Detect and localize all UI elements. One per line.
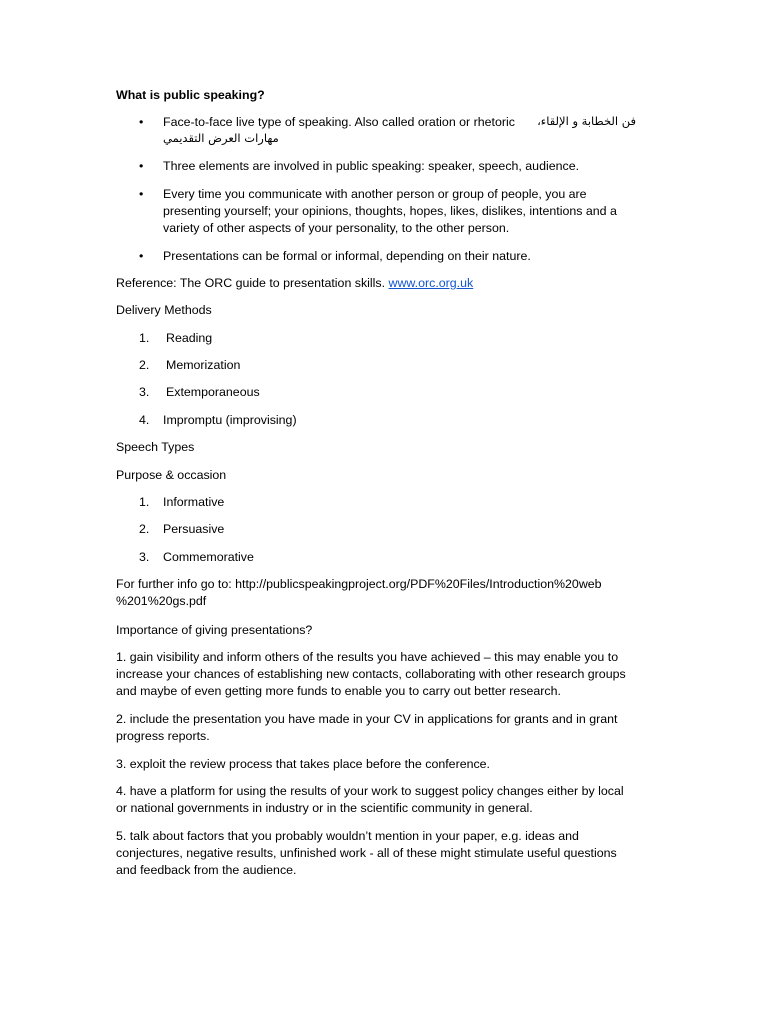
list-number: 3. <box>139 550 150 564</box>
paragraph-line: progress reports. <box>116 729 210 743</box>
list-item: Persuasive <box>163 522 225 536</box>
list-number: 1. <box>139 331 150 345</box>
bullet-text: presenting yourself; your opinions, thoughts, hopes, likes, dislikes, intentions and a <box>163 204 617 218</box>
paragraph-line: and maybe of even getting more funds to enable you to carry out better research. <box>116 684 561 698</box>
reference-text: Reference: The ORC guide to presentation skills. <box>116 276 386 290</box>
bullet-text: Presentations can be formal or informal, depending on their nature. <box>163 249 531 263</box>
paragraph-line: 1. gain visibility and inform others of the results you have achieved – this may enable you to <box>116 650 619 664</box>
list-number: 3. <box>139 385 150 399</box>
list-number: 1. <box>139 495 150 509</box>
arabic-text: مهارات العرض التقديمي <box>163 131 279 145</box>
paragraph-line: 2. include the presentation you have made in your CV in applications for grants and in grant <box>116 712 618 726</box>
list-number: 2. <box>139 522 150 536</box>
delivery-methods-title: Delivery Methods <box>116 303 212 317</box>
list-number: 2. <box>139 358 150 372</box>
paragraph-line: 3. exploit the review process that takes place before the conference. <box>116 757 491 771</box>
list-item: Reading <box>166 331 213 345</box>
bullet-marker: • <box>139 159 144 173</box>
list-item: Informative <box>163 495 225 509</box>
orc-link[interactable]: www.orc.org.uk <box>388 276 474 290</box>
speech-types-title: Speech Types <box>116 440 195 454</box>
list-item: Extemporaneous <box>166 385 260 399</box>
list-item: Memorization <box>166 358 241 372</box>
list-item: Commemorative <box>163 550 254 564</box>
bullet-text: Three elements are involved in public speaking: speaker, speech, audience. <box>163 159 580 173</box>
arabic-text: فن الخطابة و الإلقاء، <box>537 114 636 128</box>
paragraph-line: or national governments in industry or in the scientific community in general. <box>116 801 533 815</box>
further-info-line: For further info go to: http://publicspeakingproject.org/PDF%20Files/Introduction%20web <box>116 577 602 591</box>
bullet-text: Every time you communicate with another person or group of people, you are <box>163 187 587 201</box>
paragraph-line: conjectures, negative results, unfinished work - all of these might stimulate useful questions <box>116 846 617 860</box>
reference-line <box>116 275 473 292</box>
bullet-marker: • <box>139 249 144 263</box>
bullet-text: variety of other aspects of your personality, to the other person. <box>163 221 510 235</box>
speech-types-subtitle: Purpose & occasion <box>116 468 227 482</box>
list-number: 4. <box>139 413 150 427</box>
paragraph-line: 5. talk about factors that you probably wouldn’t mention in your paper, e.g. ideas and <box>116 829 579 843</box>
importance-title: Importance of giving presentations? <box>116 623 313 637</box>
paragraph-line: and feedback from the audience. <box>116 863 297 877</box>
bullet-text: Face-to-face live type of speaking. Also called oration or rhetoric <box>163 115 515 129</box>
paragraph-line: 4. have a platform for using the results of your work to suggest policy changes either by local <box>116 784 624 798</box>
further-info-line: %201%20gs.pdf <box>116 594 207 608</box>
list-item: Impromptu (improvising) <box>163 413 297 427</box>
bullet-marker: • <box>139 115 144 129</box>
bullet-marker: • <box>139 187 144 201</box>
heading-public-speaking: What is public speaking? <box>116 88 265 102</box>
paragraph-line: increase your chances of establishing new contacts, collaborating with other research groups <box>116 667 626 681</box>
